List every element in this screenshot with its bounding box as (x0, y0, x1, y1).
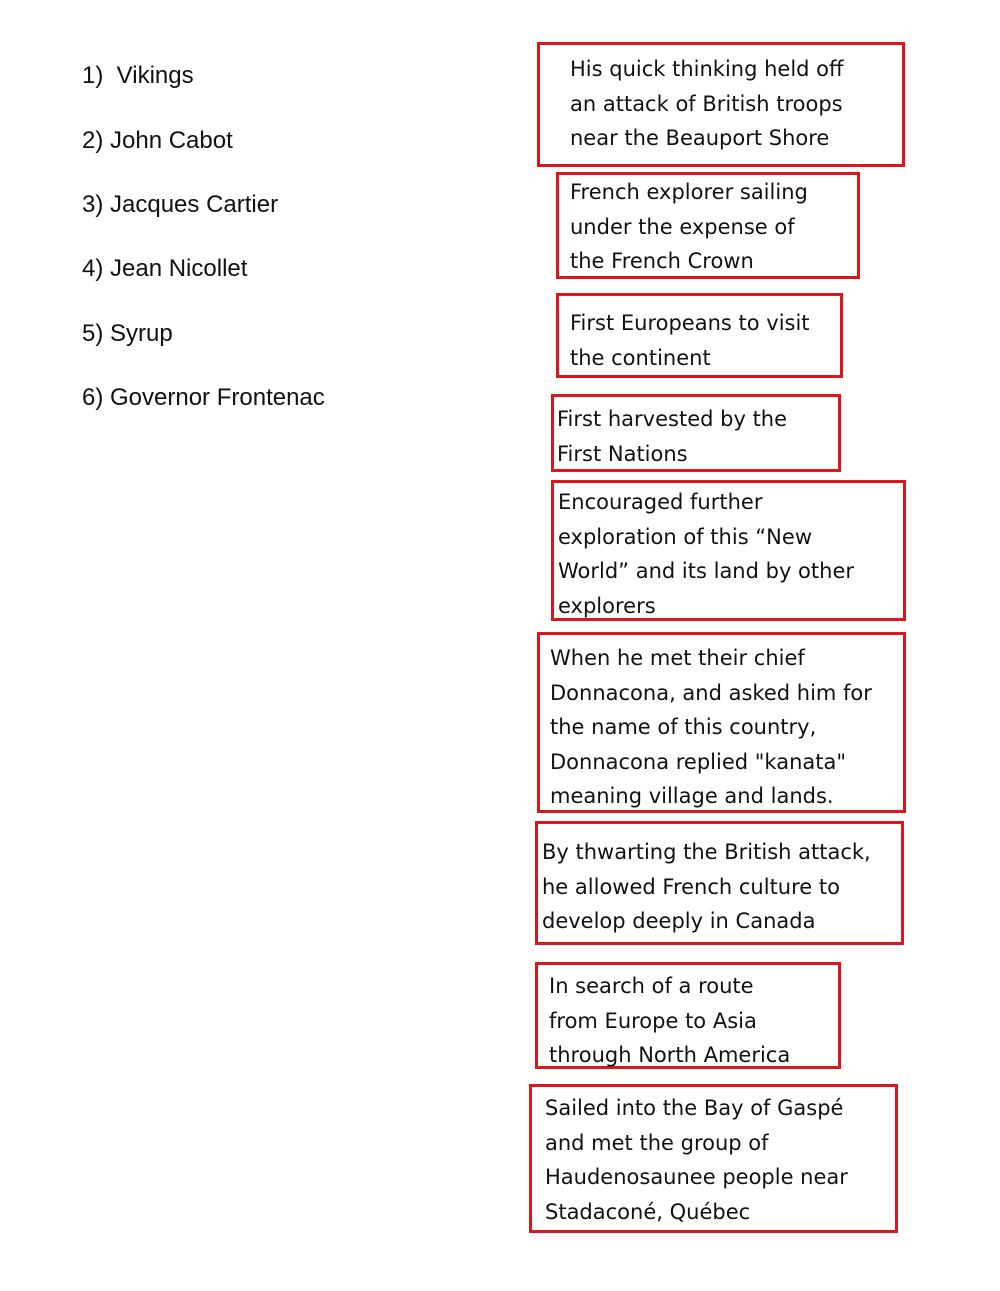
item-syrup: 5) Syrup (82, 320, 173, 347)
clue-text: By thwarting the British attack, he allowed French culture to develop deeply in Canada (542, 840, 871, 933)
clue-text: Sailed into the Bay of Gaspé and met the group of Haudenosaunee people near Stadaconé, Québec (545, 1096, 848, 1224)
clue-text: His quick thinking held off an attack of British troops near the Beauport Shore (570, 57, 844, 150)
item-vikings: 1) Vikings (82, 62, 194, 89)
clue-box-first-harvested[interactable] (551, 394, 841, 472)
clue-text: First Europeans to visit the continent (570, 311, 810, 370)
clue-box-kanata[interactable] (537, 632, 906, 813)
item-jean-nicollet: 4) Jean Nicollet (82, 255, 248, 282)
clue-box-french-culture[interactable] (535, 821, 904, 945)
item-jacques-cartier: 3) Jacques Cartier (82, 191, 279, 218)
item-john-cabot: 2) John Cabot (82, 127, 233, 154)
clue-box-new-world[interactable] (551, 480, 906, 621)
clue-text: When he met their chief Donnacona, and asked him for the name of this country, Donnacona replied "kanata" meaning village and lands. (550, 646, 872, 808)
clue-text: French explorer sailing under the expense of the French Crown (570, 180, 808, 273)
clue-box-route-to-asia[interactable] (535, 962, 841, 1069)
clue-box-beauport-shore[interactable] (537, 42, 905, 167)
clue-box-first-europeans[interactable] (556, 293, 843, 378)
clue-box-bay-of-gaspe[interactable] (529, 1084, 898, 1233)
clue-text: Encouraged further exploration of this “New World” and its land by other explorers (558, 490, 854, 618)
clue-text: First harvested by the First Nations (557, 407, 788, 466)
clue-box-french-crown[interactable] (556, 172, 860, 279)
item-governor-frontenac: 6) Governor Frontenac (82, 384, 325, 411)
clue-text: In search of a route from Europe to Asia through North America (549, 974, 791, 1067)
